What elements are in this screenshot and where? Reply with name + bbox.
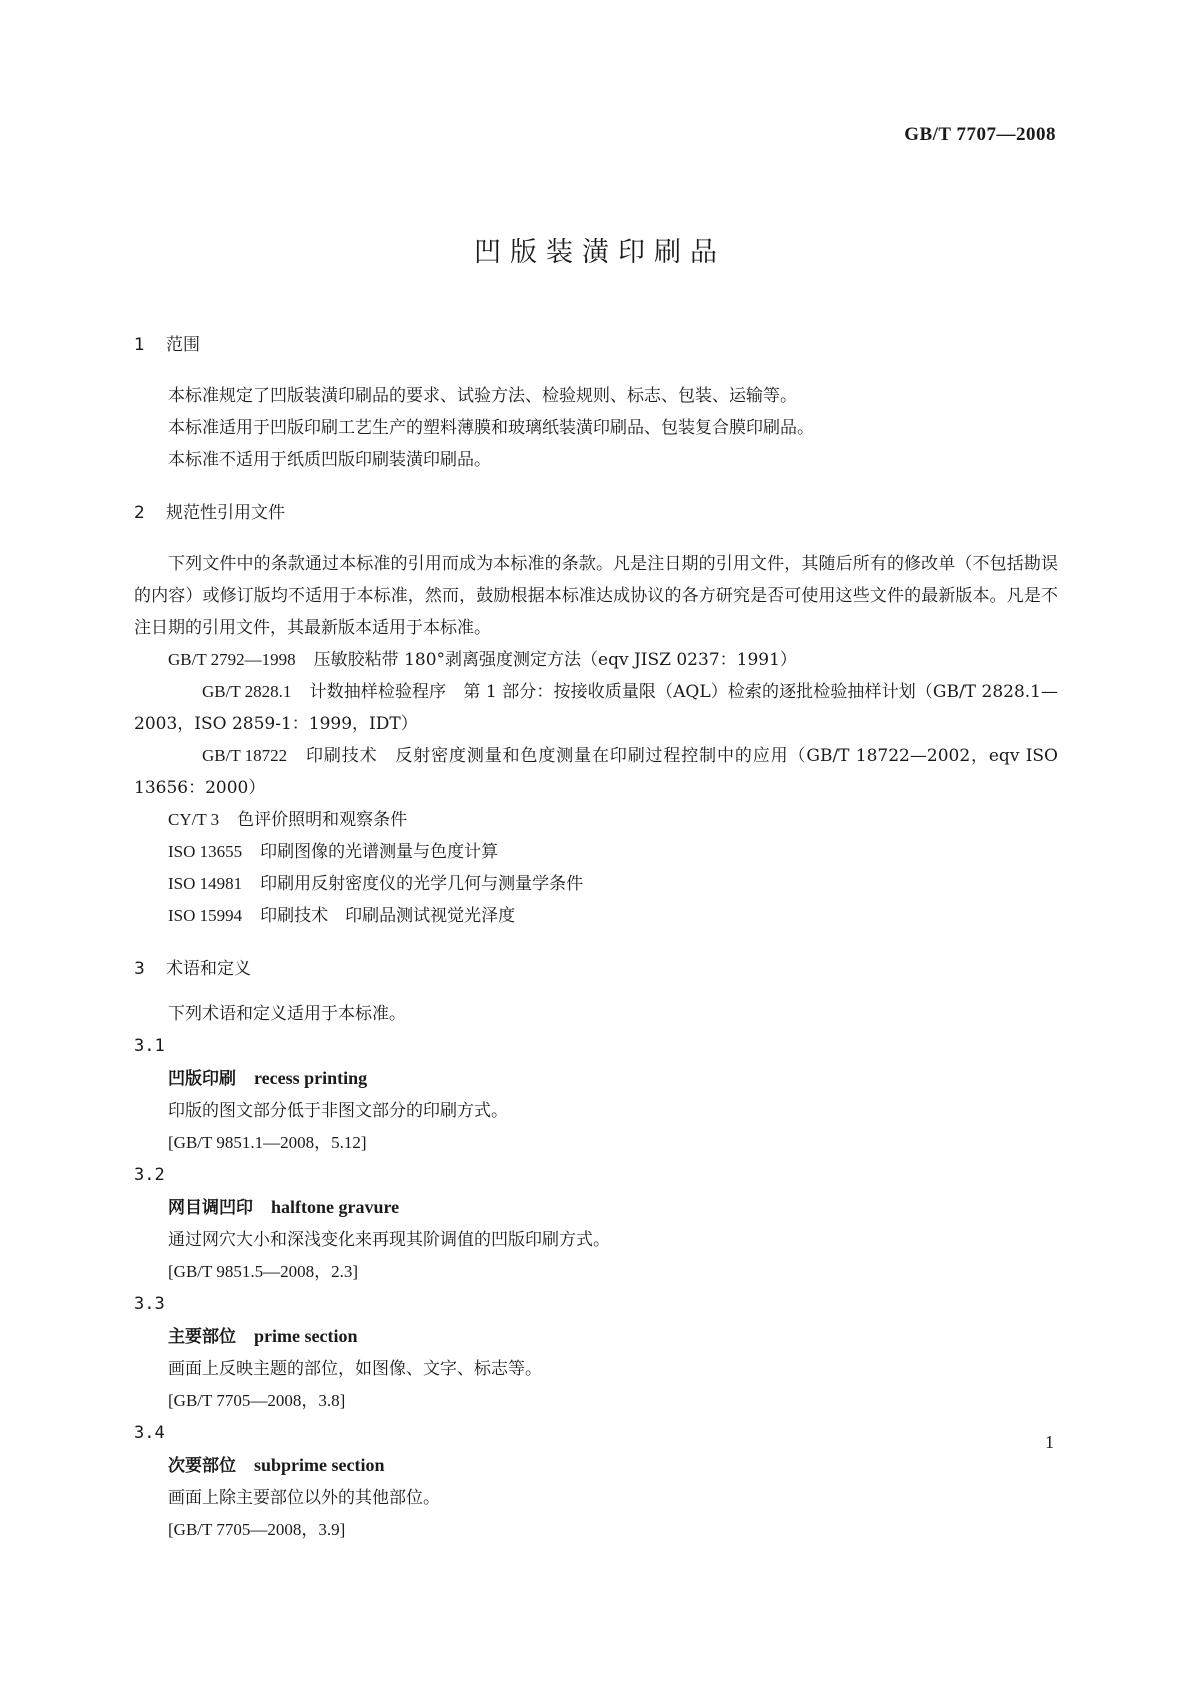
- reference-title: 计数抽样检验程序 第 1 部分：按接收质量限（AQL）检索的逐批检验抽样计划（GB/T 2828.1—2003，ISO 2859-1：1999，IDT）: [134, 682, 1058, 734]
- reference-item: [134, 644, 1058, 676]
- term-name: [168, 1191, 1058, 1224]
- reference-item: [134, 804, 1058, 836]
- term-name-en: subprime section: [254, 1455, 385, 1475]
- document-body: [134, 330, 1058, 1546]
- section-title: 术语和定义: [166, 959, 251, 979]
- reference-item: [134, 900, 1058, 932]
- term-entry: [134, 1062, 1058, 1159]
- reference-code: GB/T 2792—1998: [168, 650, 296, 669]
- paragraph: 下列文件中的条款通过本标准的引用而成为本标准的条款。凡是注日期的引用文件，其随后所有的修改单（不包括勘误的内容）或修订版均不适用于本标准，然而，鼓励根据本标准达成协议的各方研究是否可使用这些文件的最新版本。凡是不注日期的引用文件，其最新版本适用于本标准。: [134, 554, 1058, 638]
- section-title: 规范性引用文件: [166, 503, 285, 523]
- reference-code: ISO 13655: [168, 842, 243, 861]
- term-name-en: prime section: [254, 1326, 358, 1346]
- reference-item: [134, 868, 1058, 900]
- term-entry: [134, 1191, 1058, 1288]
- term-number: 3.2: [134, 1165, 165, 1185]
- term-source: [GB/T 9851.1—2008，5.12]: [168, 1133, 367, 1152]
- reference-title: 压敏胶粘带 180°剥离强度测定方法（eqv JISZ 0237：1991）: [313, 650, 797, 670]
- section-number: 2: [134, 503, 145, 523]
- term-entry: [134, 1449, 1058, 1546]
- reference-item: [134, 740, 1058, 804]
- term-name-zh: 主要部位: [168, 1327, 236, 1347]
- term-name-zh: 网目调凹印: [168, 1198, 253, 1218]
- section-title: 范围: [166, 335, 200, 355]
- page-number: 1: [1045, 1432, 1054, 1452]
- term-source: [GB/T 9851.5—2008，2.3]: [168, 1262, 358, 1281]
- section-number: 1: [134, 335, 145, 355]
- reference-title: 印刷用反射密度仪的光学几何与测量学条件: [260, 874, 584, 894]
- term-name: [168, 1062, 1058, 1095]
- reference-title: 印刷技术 印刷品测试视觉光泽度: [260, 906, 516, 926]
- term-definition: 印版的图文部分低于非图文部分的印刷方式。: [168, 1101, 508, 1121]
- reference-code: CY/T 3: [168, 810, 220, 829]
- term-name: [168, 1449, 1058, 1482]
- term-number: 3.1: [134, 1036, 165, 1056]
- section-number: 3: [134, 959, 145, 979]
- reference-item: [134, 836, 1058, 868]
- terms-block: [134, 998, 1058, 1546]
- reference-code: ISO 15994: [168, 906, 243, 925]
- section-heading-normative-references: [134, 498, 1058, 528]
- term-definition: 通过网穴大小和深浅变化来再现其阶调值的凹版印刷方式。: [168, 1230, 610, 1250]
- paragraph: 本标准适用于凹版印刷工艺生产的塑料薄膜和玻璃纸装潢印刷品、包装复合膜印刷品。: [168, 418, 814, 438]
- reference-code: GB/T 18722: [202, 746, 288, 765]
- term-number: 3.3: [134, 1294, 165, 1314]
- term-number: 3.4: [134, 1423, 165, 1443]
- reference-code: ISO 14981: [168, 874, 243, 893]
- reference-title: 印刷技术 反射密度测量和色度测量在印刷过程控制中的应用（GB/T 18722—2002，eqv ISO 13656：2000）: [134, 746, 1058, 798]
- term-name-en: recess printing: [254, 1068, 368, 1088]
- term-source: [GB/T 7705—2008，3.8]: [168, 1391, 346, 1410]
- document-title: 凹版装潢印刷品: [474, 237, 726, 268]
- reference-title: 色评价照明和观察条件: [237, 810, 408, 830]
- paragraph: 本标准不适用于纸质凹版印刷装潢印刷品。: [168, 450, 491, 470]
- term-name-zh: 次要部位: [168, 1456, 236, 1476]
- reference-title: 印刷图像的光谱测量与色度计算: [260, 842, 499, 862]
- term-definition: 画面上反映主题的部位，如图像、文字、标志等。: [168, 1359, 542, 1379]
- term-name: [168, 1320, 1058, 1353]
- standard-number: GB/T 7707—2008: [904, 124, 1056, 145]
- term-source: [GB/T 7705—2008，3.9]: [168, 1520, 346, 1539]
- term-definition: 画面上除主要部位以外的其他部位。: [168, 1488, 440, 1508]
- section-heading-scope: [134, 330, 1058, 360]
- references-block: [134, 548, 1058, 932]
- reference-item: [134, 676, 1058, 740]
- section-heading-terms-definitions: [134, 954, 1058, 984]
- term-name-en: halftone gravure: [271, 1197, 400, 1217]
- scope-paragraphs: [134, 380, 1058, 476]
- paragraph: 本标准规定了凹版装潢印刷品的要求、试验方法、检验规则、标志、包装、运输等。: [168, 386, 797, 406]
- term-entry: [134, 1320, 1058, 1417]
- reference-code: GB/T 2828.1: [202, 682, 292, 701]
- paragraph: 下列术语和定义适用于本标准。: [168, 1004, 406, 1024]
- term-name-zh: 凹版印刷: [168, 1069, 236, 1089]
